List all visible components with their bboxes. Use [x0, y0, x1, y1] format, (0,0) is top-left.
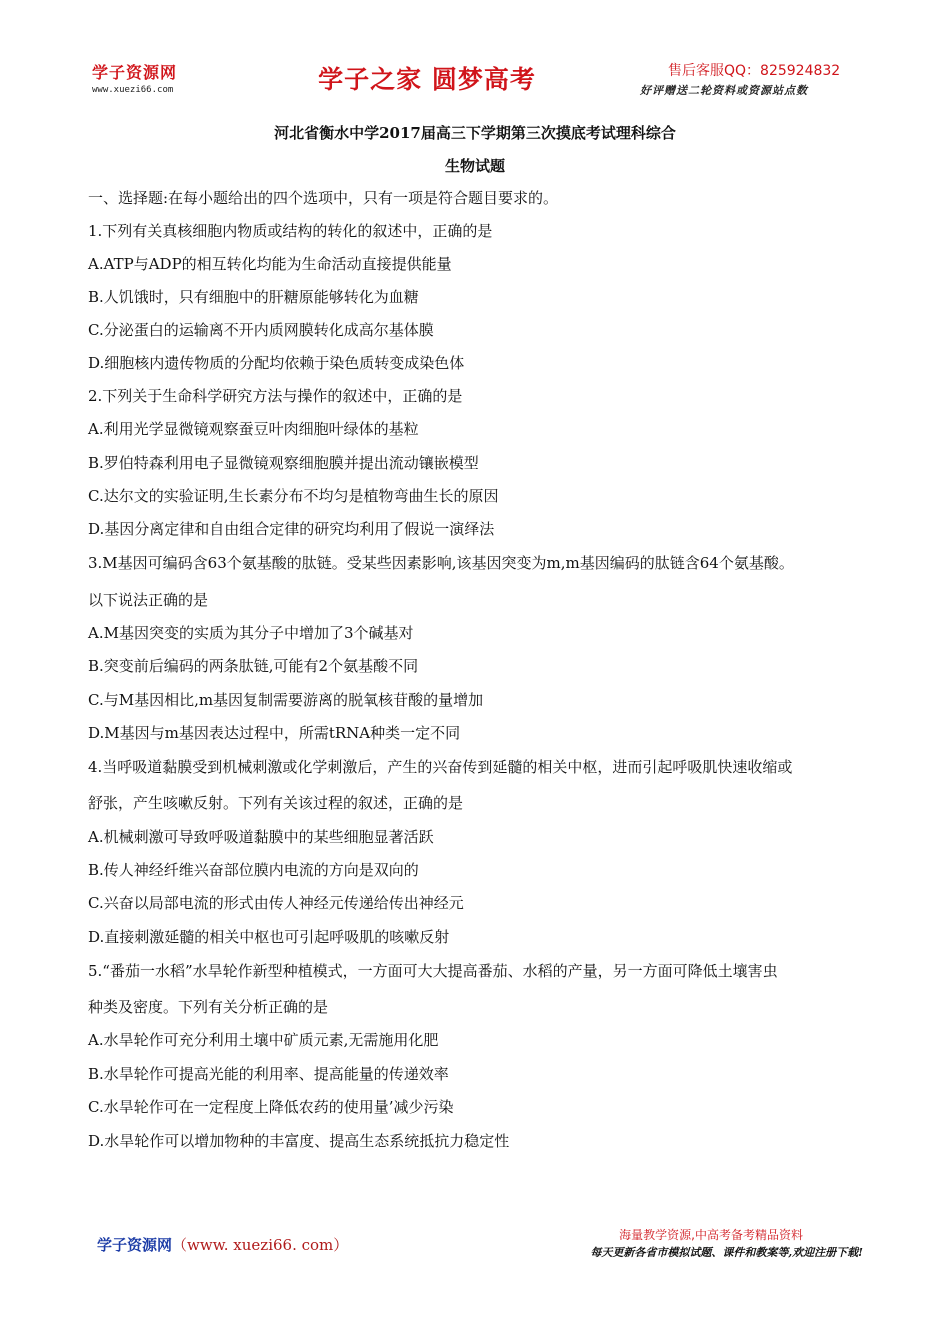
question-option: B.罗伯特森利用电子显微镜观察细胞膜并提出流动镶嵌模型	[88, 454, 479, 472]
footer-promo-red: 海量教学资源,中高考备考精品资料	[619, 1228, 803, 1242]
site-logo[interactable]	[92, 64, 202, 96]
question-option: D.M基因与m基因表达过程中，所需tRNA种类一定不同	[88, 724, 461, 742]
question-option: A.利用光学显微镜观察蚕豆叶肉细胞叶绿体的基粒	[88, 420, 419, 438]
question-stem: 3.M基因可编码含63个氨基酸的肽链。受某些因素影响,该基因突变为m,m基因编码的肽链含64个氨基酸。	[88, 554, 794, 572]
question-option: A.机械刺激可导致呼吸道黏膜中的某些细胞显著活跃	[88, 828, 434, 846]
question-option: C.达尔文的实验证明,生长素分布不均匀是植物弯曲生长的原因	[88, 487, 499, 505]
section-heading: 一、选择题:在每小题给出的四个选项中，只有一项是符合题目要求的。	[88, 189, 559, 207]
header-slogan: 学子之家 圆梦高考	[318, 65, 536, 94]
question-stem-continued: 种类及密度。下列有关分析正确的是	[88, 998, 329, 1016]
logo-title: 学子资源网	[92, 63, 178, 82]
question-option: D.细胞核内遗传物质的分配均依赖于染色质转变成染色体	[88, 354, 465, 372]
question-option: D.基因分离定律和自由组合定律的研究均利用了假说一演绎法	[88, 520, 495, 538]
footer-brand: 学子资源网	[97, 1236, 173, 1254]
question-option: A.水旱轮作可充分利用土壤中矿质元素,无需施用化肥	[88, 1031, 439, 1049]
question-option: B.突变前后编码的两条肽链,可能有2个氨基酸不同	[88, 657, 419, 675]
header-service	[640, 62, 872, 99]
question-option: D.直接刺激延髓的相关中枢也可引起呼吸肌的咳嗽反射	[88, 928, 450, 946]
question-option: D.水旱轮作可以增加物种的丰富度、提高生态系统抵抗力稳定性	[88, 1132, 510, 1150]
question-option: C.兴奋以局部电流的形式由传人神经元传递给传出神经元	[88, 894, 464, 912]
question-stem-continued: 舒张，产生咳嗽反射。下列有关该过程的叙述，正确的是	[88, 794, 464, 812]
footer-url: （www. xuezi66. com）	[172, 1236, 349, 1254]
footer-site-link[interactable]	[97, 1235, 348, 1255]
question-option: C.分泌蛋白的运输离不开内质网膜转化成高尔基体膜	[88, 321, 434, 339]
question-option: C.与M基因相比,m基因复制需要游离的脱氧核苷酸的量增加	[88, 691, 484, 709]
question-option: B.水旱轮作可提高光能的利用率、提高能量的传递效率	[88, 1065, 449, 1083]
question-stem: 5.“番茄一水稻”水旱轮作新型种植模式，一方面可大大提高番茄、水稻的产量，另一方面可降低土壤害虫	[88, 962, 778, 980]
question-option: A.ATP与ADP的相互转化均能为生命活动直接提供能量	[88, 255, 452, 273]
question-stem-continued: 以下说法正确的是	[88, 591, 209, 609]
logo-url: www.xuezi66.com	[92, 85, 174, 95]
exam-title: 河北省衡水中学2017届高三下学期第三次摸底考试理科综合	[274, 124, 676, 142]
question-option: B.传人神经纤维兴奋部位膜内电流的方向是双向的	[88, 861, 419, 879]
question-option: B.人饥饿时，只有细胞中的肝糖原能够转化为血糖	[88, 288, 419, 306]
service-qq: 售后客服QQ：825924832	[668, 63, 841, 79]
header-note: 好评赠送二轮资料或资源站点数	[640, 84, 808, 97]
exam-subtitle: 生物试题	[444, 157, 505, 175]
question-option: A.M基因突变的实质为其分子中增加了3个碱基对	[88, 624, 414, 642]
question-stem: 2.下列关于生命科学研究方法与操作的叙述中，正确的是	[88, 387, 463, 405]
question-stem: 1.下列有关真核细胞内物质或结构的转化的叙述中，正确的是	[88, 222, 493, 240]
question-option: C.水旱轮作可在一定程度上降低农药的使用量’减少污染	[88, 1098, 454, 1116]
footer-promo	[518, 1227, 863, 1261]
question-stem: 4.当呼吸道黏膜受到机械刺激或化学刺激后，产生的兴奋传到延髓的相关中枢，进而引起呼吸肌快速收缩或	[88, 758, 793, 776]
footer-promo-black: 每天更新各省市模拟试题、课件和教案等,欢迎注册下载!	[590, 1246, 863, 1259]
